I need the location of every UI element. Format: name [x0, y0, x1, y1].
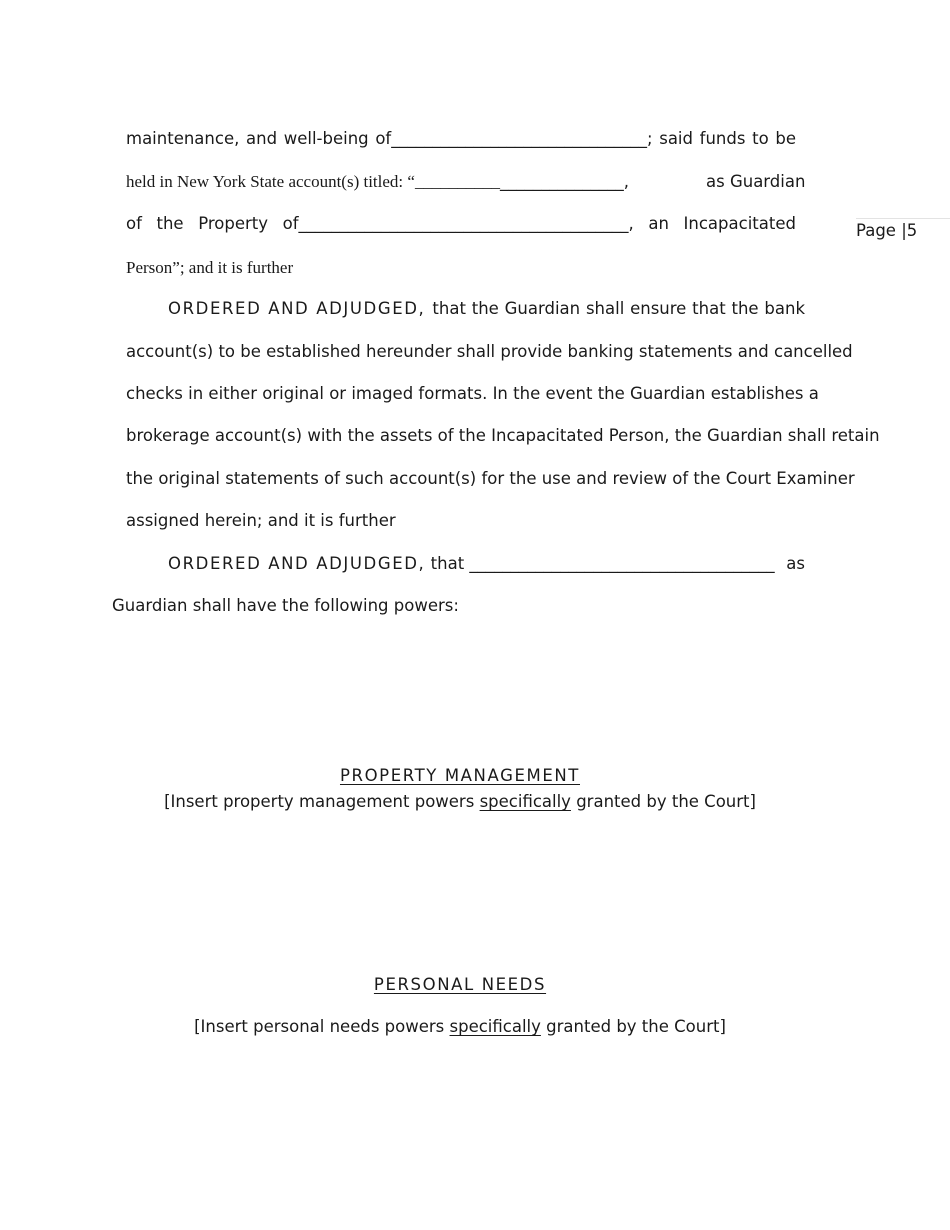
property-management-heading: PROPERTY MANAGEMENT	[339, 766, 580, 785]
paragraph-2-line-2: account(s) to be established hereunder shall provide banking statements and cancelled	[126, 342, 853, 361]
paragraph-1-line-2: held in New York State account(s) titled: “_________________________,	[126, 172, 629, 191]
paragraph-2-line-3: checks in either original or imaged formats. In the event the Guardian establishes a	[126, 384, 819, 403]
paragraph-1-line-3: of the Property of________________________________________, an Incapacitated	[126, 214, 796, 233]
personal-needs-heading: PERSONAL NEEDS	[373, 975, 547, 994]
paragraph-1-line-1: maintenance, and well-being of_______________________________; said funds to be	[126, 129, 796, 148]
paragraph-2-line-5: the original statements of such account(s) for the use and review of the Court Examiner	[126, 469, 855, 488]
personal-needs-note: [Insert personal needs powers specifically granted by the Court]	[194, 1017, 726, 1036]
paragraph-2-line-1: ORDERED AND ADJUDGED, that the Guardian shall ensure that the bank	[168, 299, 805, 318]
header-rule	[856, 218, 950, 219]
paragraph-2-line-6: assigned herein; and it is further	[126, 511, 396, 530]
paragraph-3-line-1: ORDERED AND ADJUDGED, that _____________________________________ as	[168, 554, 805, 573]
paragraph-3-line-2: Guardian shall have the following powers:	[112, 596, 459, 615]
page-number: Page |5	[856, 221, 918, 240]
property-management-note: [Insert property management powers specifically granted by the Court]	[164, 792, 756, 811]
paragraph-1-line-2-end: as Guardian	[706, 172, 806, 191]
paragraph-1-line-4: Person”; and it is further	[126, 258, 294, 277]
paragraph-2-line-4: brokerage account(s) with the assets of the Incapacitated Person, the Guardian shall retain	[126, 426, 880, 445]
